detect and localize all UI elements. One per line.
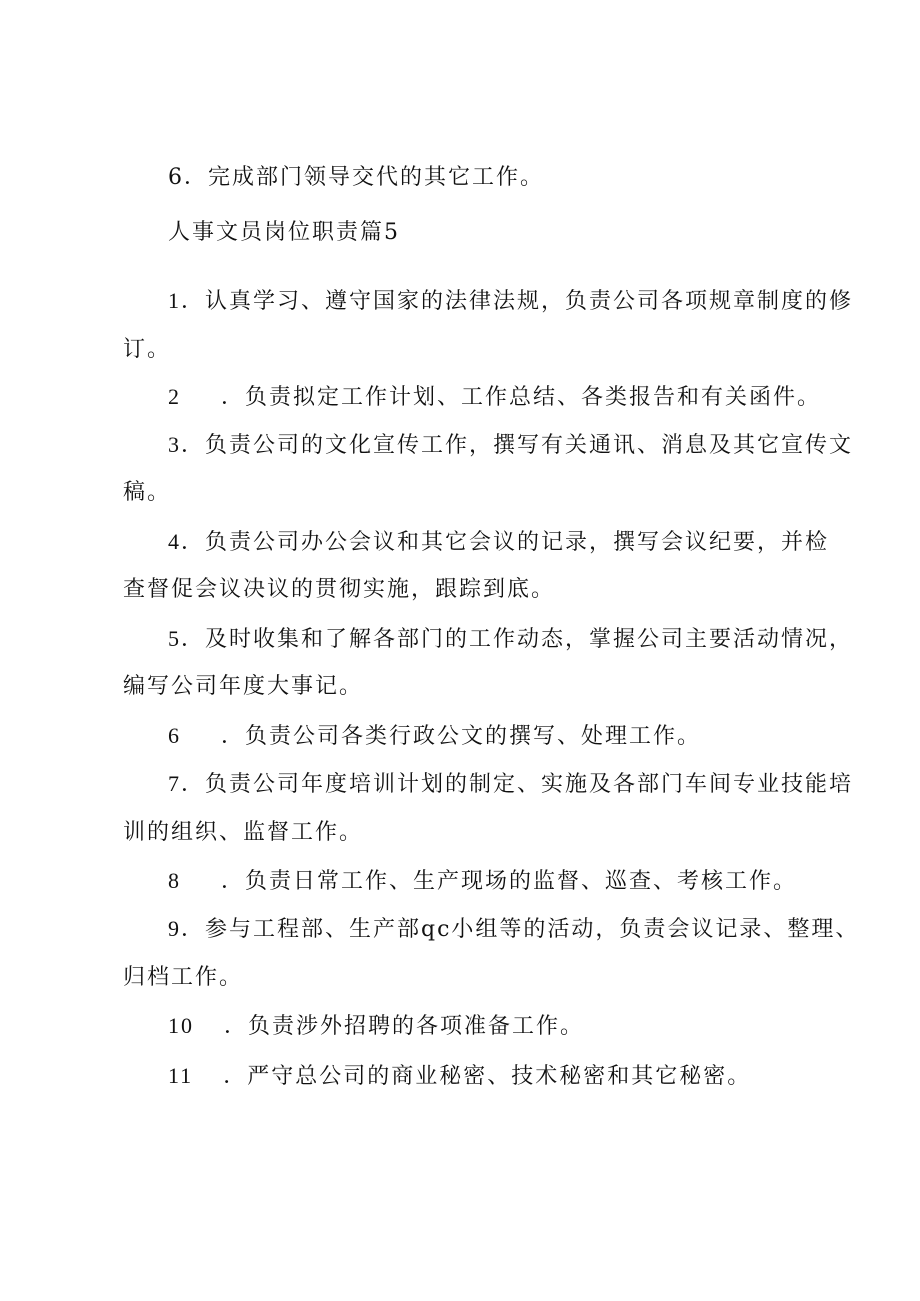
item-text: ．及时收集和了解各部门的工作动态，掌握公司主要活动情况， <box>181 627 854 652</box>
item-text-continued: 归档工作。 <box>123 965 244 990</box>
list-item-3-cont <box>123 478 171 508</box>
list-item-10 <box>168 1011 584 1042</box>
list-item-1-cont <box>123 335 171 365</box>
list-item-9 <box>168 914 859 945</box>
item-text: ．负责公司各类行政公文的撰写、处理工作。 <box>221 724 702 749</box>
item-text: ．负责日常工作、生产现场的监督、巡查、考核工作。 <box>221 869 798 894</box>
item-text-continued: 训的组织、监督工作。 <box>123 820 364 845</box>
paragraph-prev-item-6 <box>168 163 544 193</box>
item-number: 8 <box>168 868 181 893</box>
item-text: ．严守总公司的商业秘密、技术秘密和其它秘密。 <box>223 1064 752 1089</box>
list-item-4 <box>168 527 829 558</box>
item-text: ．负责公司办公会议和其它会议的记录，撰写会议纪要，并检 <box>181 530 830 555</box>
list-item-9-cont <box>123 963 243 993</box>
item-number: 3 <box>168 432 181 457</box>
item-text: ．负责拟定工作计划、工作总结、各类报告和有关函件。 <box>221 385 822 410</box>
list-item-5-cont <box>123 672 363 702</box>
list-item-6 <box>168 721 701 752</box>
item-number: 11 <box>168 1063 194 1088</box>
item-number: 2 <box>168 384 181 409</box>
item-number: 5 <box>168 626 181 651</box>
item-text-continued: 编写公司年度大事记。 <box>123 674 364 699</box>
item-number: 4 <box>168 529 181 554</box>
item-number: 1 <box>168 288 181 313</box>
list-item-1 <box>168 286 853 317</box>
item-text-continued: 订。 <box>123 337 172 362</box>
list-item-11 <box>168 1061 751 1092</box>
list-item-2 <box>168 382 821 413</box>
item-number: 10 <box>168 1013 194 1038</box>
list-item-5 <box>168 624 853 655</box>
paragraph-text: 6．完成部门领导交代的其它工作。 <box>168 165 544 190</box>
item-text: ．负责公司年度培训计划的制定、实施及各部门车间专业技能培 <box>181 772 854 797</box>
list-item-8 <box>168 866 797 897</box>
item-text-continued: 查督促会议决议的贯彻实施，跟踪到底。 <box>123 577 556 602</box>
list-item-4-cont <box>123 575 555 605</box>
item-text: ．负责公司的文化宣传工作，撰写有关通讯、消息及其它宣传文 <box>181 433 854 458</box>
item-number: 9 <box>168 916 181 941</box>
list-item-7 <box>168 769 853 800</box>
section-title-text: 人事文员岗位职责篇5 <box>168 220 400 245</box>
item-number: 7 <box>168 771 181 796</box>
section-title <box>168 218 400 248</box>
list-item-3 <box>168 430 853 461</box>
item-number: 6 <box>168 723 181 748</box>
item-text: ．负责涉外招聘的各项准备工作。 <box>224 1014 585 1039</box>
item-text-continued: 稿。 <box>123 480 172 505</box>
list-item-7-cont <box>123 818 363 848</box>
item-text: ．认真学习、遵守国家的法律法规，负责公司各项规章制度的修 <box>181 289 854 314</box>
item-text: ．参与工程部、生产部qc小组等的活动，负责会议记录、整理、 <box>181 917 860 942</box>
